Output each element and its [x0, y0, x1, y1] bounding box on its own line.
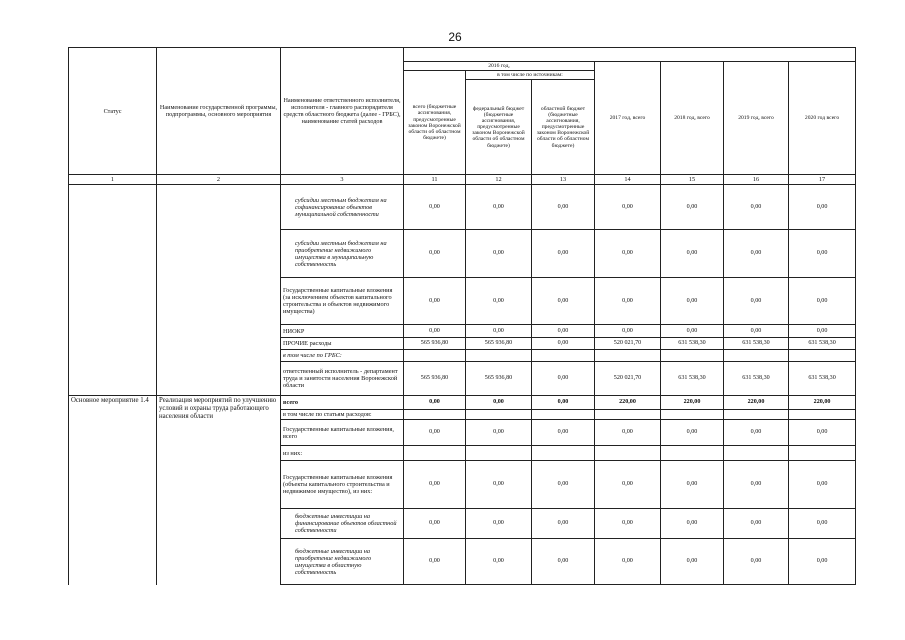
cell-value: 0,00	[789, 461, 856, 509]
col-number: 2	[157, 175, 281, 185]
cell-empty	[789, 446, 856, 461]
col-number: 13	[532, 175, 595, 185]
table-row	[69, 185, 856, 230]
row-label: субсидии местным бюджетам на приобретение недвижимого имущества в муниципальную собственность	[281, 230, 404, 278]
cell-value: 0,00	[724, 509, 789, 539]
header-col-12: федеральный бюджет (бюджетные ассигнования, предусмотренные законом Воронежской области об областном бюджете)	[466, 80, 532, 175]
header-top-band	[404, 48, 856, 62]
row-label: Государственные капитальные вложения (за исключением объектов капитального строительства и объектов недвижимого имущества)	[281, 278, 404, 325]
cell-value: 0,00	[532, 185, 595, 230]
cell-value: 0,00	[466, 185, 532, 230]
cell-value: 0,00	[661, 509, 724, 539]
row-label: субсидии местным бюджетам на софинансирование объектов муниципальной собственности	[281, 185, 404, 230]
cell-value: 565 936,80	[466, 338, 532, 350]
col-number: 11	[404, 175, 466, 185]
cell-value: 0,00	[724, 539, 789, 585]
cell-value: 0,00	[404, 420, 466, 446]
cell-empty	[724, 446, 789, 461]
cell-empty	[724, 410, 789, 420]
measure-name: Реализация мероприятий по улучшению условий и охраны труда работающего населения области	[157, 396, 281, 585]
cell-value: 0,00	[789, 509, 856, 539]
cell-empty	[595, 350, 661, 362]
cell-value: 0,00	[789, 230, 856, 278]
cell-value: 631 538,30	[789, 362, 856, 396]
cell-value: 631 538,30	[724, 338, 789, 350]
cell-value: 220,00	[724, 396, 789, 410]
cell-value: 0,00	[595, 461, 661, 509]
table-row	[69, 396, 856, 410]
row-label: бюджетные инвестиции на приобретение недвижимого имущества в областную собственность	[281, 539, 404, 585]
row-label: в том числе по ГРБС:	[281, 350, 404, 362]
cell-empty	[532, 410, 595, 420]
cell-value: 0,00	[466, 396, 532, 410]
row-label: ответственный исполнитель - департамент труда и занятости населения Воронежской области	[281, 362, 404, 396]
cell-value: 0,00	[466, 325, 532, 338]
cell-value: 565 936,80	[466, 362, 532, 396]
header-year-2017: 2017 год, всего	[595, 62, 661, 175]
cell-empty	[724, 350, 789, 362]
header-program-name: Наименование государственной программы, подпрограммы, основного мероприятия	[157, 48, 281, 175]
cell-value: 0,00	[724, 420, 789, 446]
cell-value: 0,00	[532, 396, 595, 410]
row-label: всего	[281, 396, 404, 410]
cell-value: 0,00	[661, 230, 724, 278]
cell-value: 0,00	[789, 325, 856, 338]
cell-value: 565 936,80	[404, 338, 466, 350]
cell-value: 631 538,30	[789, 338, 856, 350]
col-number: 12	[466, 175, 532, 185]
cell-empty	[466, 410, 532, 420]
header-year-2019: 2019 год, всего	[724, 62, 789, 175]
cell-value: 0,00	[404, 230, 466, 278]
cell-value: 0,00	[532, 362, 595, 396]
cell-value: 0,00	[404, 325, 466, 338]
cell-empty	[595, 410, 661, 420]
cell-empty	[595, 446, 661, 461]
column-number-row	[69, 175, 856, 185]
cell-value: 631 538,30	[661, 362, 724, 396]
cell-value: 220,00	[661, 396, 724, 410]
cell-value: 0,00	[404, 396, 466, 410]
col-number: 1	[69, 175, 157, 185]
cell-value: 631 538,30	[661, 338, 724, 350]
header-col-13: областной бюджет (бюджетные ассигнования, предусмотренные законом Воронежской области об областном бюджете)	[532, 80, 595, 175]
cell-value: 0,00	[724, 230, 789, 278]
cell-value: 0,00	[466, 539, 532, 585]
cell-value: 0,00	[789, 539, 856, 585]
cell-empty	[532, 350, 595, 362]
cell-value: 0,00	[595, 420, 661, 446]
cell-value: 0,00	[661, 325, 724, 338]
cell-value: 0,00	[404, 461, 466, 509]
cell-value: 0,00	[532, 509, 595, 539]
cell-value: 0,00	[789, 185, 856, 230]
cell-empty	[661, 350, 724, 362]
row-label: в том числе по статьям расходов:	[281, 410, 404, 420]
cell-value: 0,00	[532, 230, 595, 278]
cell-value: 0,00	[404, 185, 466, 230]
cell-value: 0,00	[466, 420, 532, 446]
cell-value: 565 936,80	[404, 362, 466, 396]
cell-value: 0,00	[466, 278, 532, 325]
cell-value: 0,00	[789, 420, 856, 446]
col-number: 3	[281, 175, 404, 185]
cell-value: 0,00	[724, 278, 789, 325]
cell-empty	[466, 446, 532, 461]
cell-value: 0,00	[724, 325, 789, 338]
cell-value: 0,00	[532, 539, 595, 585]
row-label: НИОКР	[281, 325, 404, 338]
program-cell-empty	[157, 185, 281, 396]
status-cell-empty	[69, 185, 157, 396]
header-executor: Наименование ответственного исполнителя, исполнителя - главного распорядителя средств областного бюджета (далее - ГРБС), наименование статей расходов	[281, 48, 404, 175]
cell-empty	[532, 446, 595, 461]
cell-empty	[789, 410, 856, 420]
cell-value: 0,00	[724, 185, 789, 230]
cell-empty	[661, 410, 724, 420]
row-label: ПРОЧИЕ расходы	[281, 338, 404, 350]
cell-value: 0,00	[595, 278, 661, 325]
row-label: Государственные капитальные вложения, всего	[281, 420, 404, 446]
cell-value: 520 021,70	[595, 338, 661, 350]
cell-value: 0,00	[595, 230, 661, 278]
cell-value: 0,00	[661, 539, 724, 585]
cell-value: 0,00	[532, 278, 595, 325]
col-number: 15	[661, 175, 724, 185]
cell-value: 0,00	[595, 539, 661, 585]
cell-value: 0,00	[595, 509, 661, 539]
page-number: 26	[448, 30, 462, 44]
cell-value: 0,00	[532, 420, 595, 446]
row-label: бюджетные инвестиции на финансирование объектов областной собственности	[281, 509, 404, 539]
cell-value: 0,00	[789, 278, 856, 325]
cell-value: 0,00	[724, 461, 789, 509]
cell-value: 220,00	[789, 396, 856, 410]
cell-value: 0,00	[532, 325, 595, 338]
cell-value: 0,00	[595, 185, 661, 230]
cell-value: 0,00	[466, 230, 532, 278]
cell-value: 0,00	[466, 461, 532, 509]
cell-empty	[404, 410, 466, 420]
cell-value: 631 538,30	[724, 362, 789, 396]
cell-value: 0,00	[661, 278, 724, 325]
cell-empty	[466, 350, 532, 362]
cell-value: 0,00	[404, 509, 466, 539]
header-year-2016: 2016 год,	[404, 62, 595, 71]
cell-value: 0,00	[532, 461, 595, 509]
cell-value: 0,00	[661, 185, 724, 230]
header-col-11: всего (бюджетные ассигнования, предусмотренные законом Воронежской области об областном бюджете)	[404, 71, 466, 175]
col-number: 16	[724, 175, 789, 185]
cell-empty	[404, 350, 466, 362]
cell-value: 0,00	[661, 420, 724, 446]
col-number: 17	[789, 175, 856, 185]
cell-value: 0,00	[404, 278, 466, 325]
header-year-2018: 2018 год, всего	[661, 62, 724, 175]
cell-value: 520 021,70	[595, 362, 661, 396]
header-status: Статус	[69, 48, 157, 175]
cell-empty	[789, 350, 856, 362]
cell-empty	[404, 446, 466, 461]
header-year-2020: 2020 год всего	[789, 62, 856, 175]
header-row	[69, 48, 856, 62]
cell-value: 0,00	[532, 338, 595, 350]
measure-status: Основное мероприятие 1.4	[69, 396, 157, 585]
cell-value: 0,00	[466, 509, 532, 539]
col-number: 14	[595, 175, 661, 185]
row-label: Государственные капитальные вложения (объекты капитального строительства и недвижимое имущество), из них:	[281, 461, 404, 509]
cell-value: 0,00	[661, 461, 724, 509]
row-label: из них:	[281, 446, 404, 461]
header-incl-sources: в том числе по источникам:	[466, 71, 595, 80]
cell-empty	[661, 446, 724, 461]
budget-table	[68, 47, 856, 585]
cell-value: 0,00	[595, 325, 661, 338]
cell-value: 220,00	[595, 396, 661, 410]
cell-value: 0,00	[404, 539, 466, 585]
